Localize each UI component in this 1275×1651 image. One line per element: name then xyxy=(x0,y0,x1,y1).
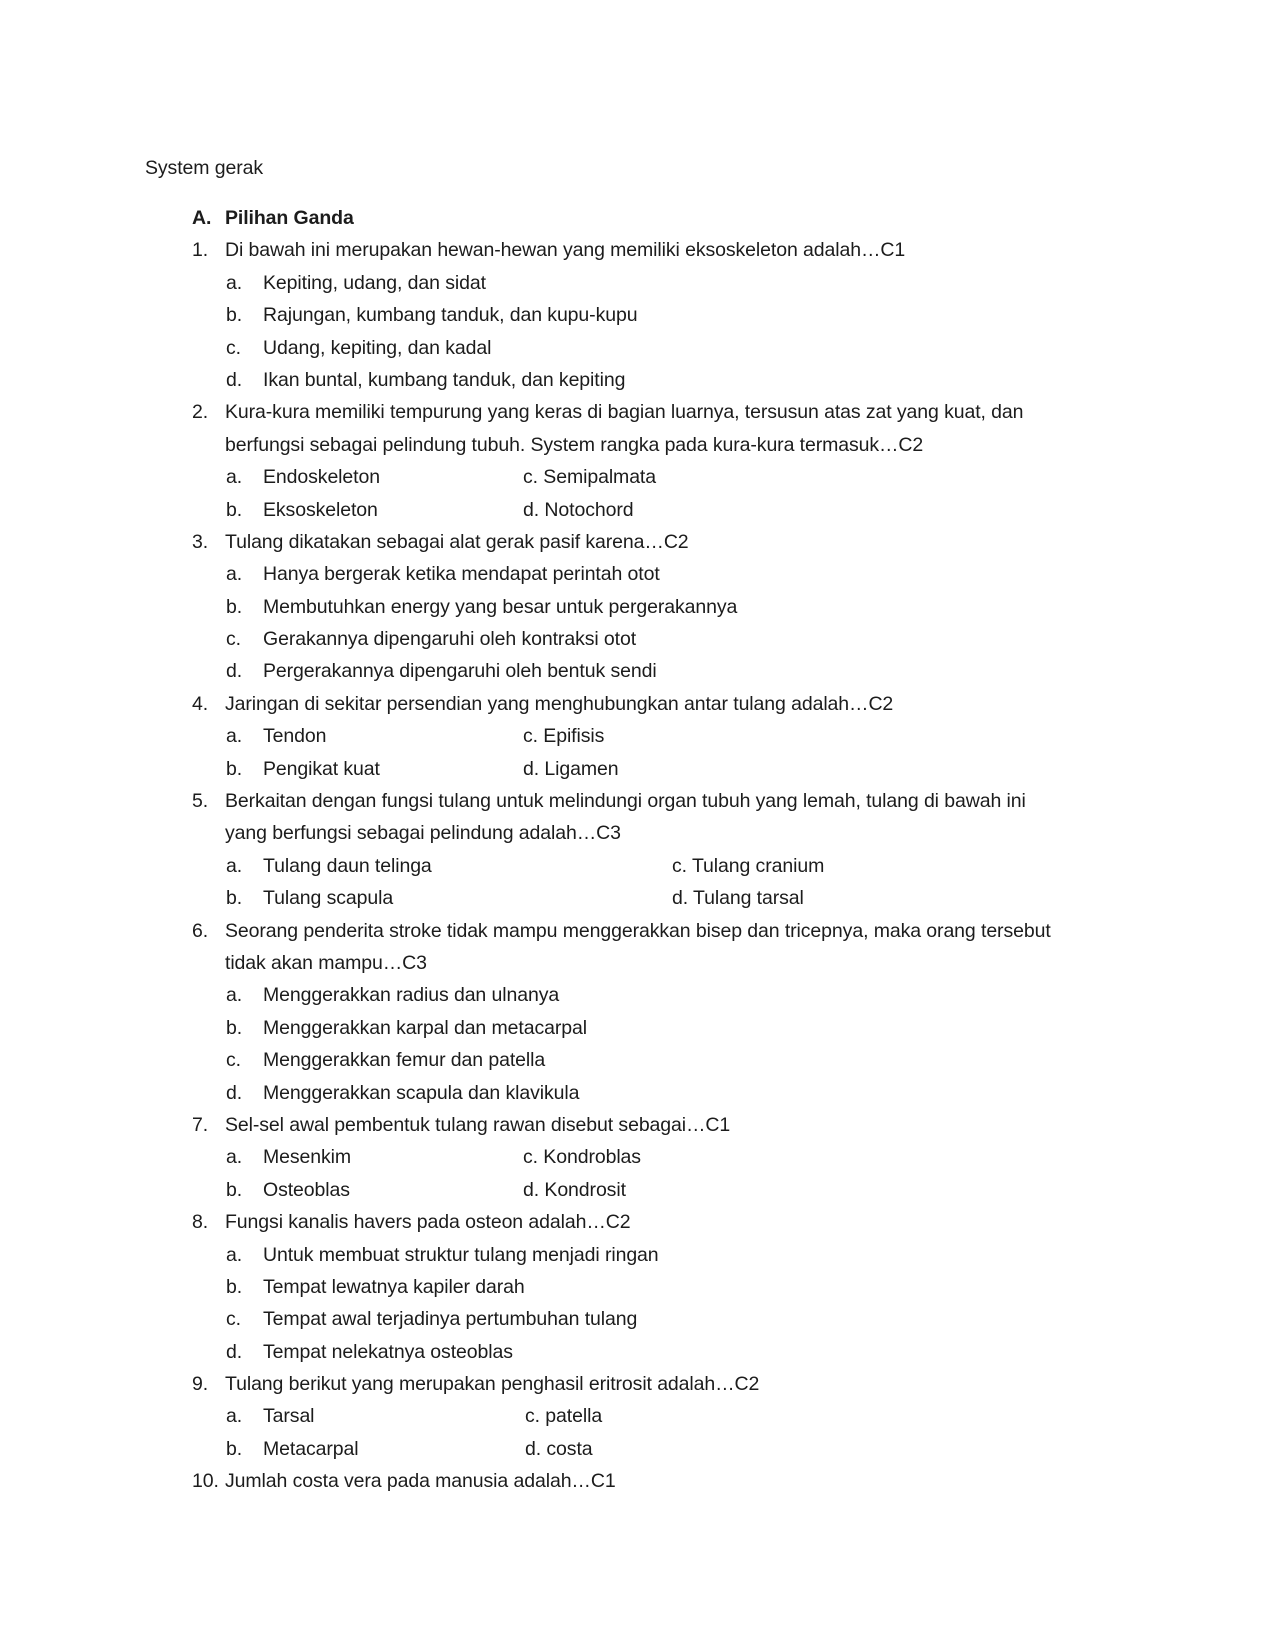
option-letter: c. xyxy=(672,854,687,877)
option-row xyxy=(0,558,1275,590)
option-letter: a. xyxy=(226,854,243,877)
question-row xyxy=(0,396,1275,428)
option-row xyxy=(0,1141,1275,1173)
option-letter: a. xyxy=(226,271,243,294)
option-row xyxy=(0,655,1275,687)
option-letter: a. xyxy=(226,1146,243,1169)
option-col2 xyxy=(525,1400,602,1432)
option-letter: d. xyxy=(525,1437,542,1460)
option-text: Tempat awal terjadinya pertumbuhan tulang xyxy=(263,1308,638,1331)
question-row xyxy=(0,1368,1275,1400)
option-row xyxy=(0,591,1275,623)
question-row xyxy=(0,1206,1275,1238)
question-row xyxy=(0,915,1275,947)
question-number: 2. xyxy=(192,401,209,424)
option-letter: b. xyxy=(226,304,243,327)
option-row xyxy=(0,623,1275,655)
option-letter: c. xyxy=(523,725,538,748)
question-text: berfungsi sebagai pelindung tubuh. System rangka pada kura-kura termasuk…C2 xyxy=(225,433,924,456)
option-text: Tulang scapula xyxy=(263,887,394,910)
option-text: Hanya bergerak ketika mendapat perintah otot xyxy=(263,563,660,586)
option-letter: b. xyxy=(226,498,243,521)
option-letter: b. xyxy=(226,595,243,618)
question-number: 7. xyxy=(192,1113,209,1136)
option-text: Membutuhkan energy yang besar untuk pergerakannya xyxy=(263,595,738,618)
option-text: Osteoblas xyxy=(263,1178,350,1201)
option-text: Tempat lewatnya kapiler darah xyxy=(263,1275,525,1298)
option-row xyxy=(0,1400,1275,1432)
option-text: Untuk membuat struktur tulang menjadi ringan xyxy=(263,1243,659,1266)
question-row xyxy=(0,1465,1275,1497)
option-row xyxy=(0,494,1275,526)
option-letter: d. xyxy=(226,1340,243,1363)
option-text: Pengikat kuat xyxy=(263,757,380,780)
question-number: 10. xyxy=(192,1470,219,1493)
option-letter: d. xyxy=(523,757,540,780)
option-letter: d. xyxy=(226,368,243,391)
question-text: yang berfungsi sebagai pelindung adalah…C3 xyxy=(225,822,621,845)
question-number: 3. xyxy=(192,530,209,553)
option-text: Eksoskeleton xyxy=(263,498,378,521)
option-row xyxy=(0,882,1275,914)
option-row xyxy=(0,364,1275,396)
option-letter: c. xyxy=(523,466,538,489)
option-row xyxy=(0,1012,1275,1044)
option-text: Tulang tarsal xyxy=(693,887,804,910)
section-label: A. xyxy=(192,207,212,229)
question-text: Kura-kura memiliki tempurung yang keras di bagian luarnya, tersusun atas zat yang kuat, dan xyxy=(225,401,1024,424)
option-text: Pergerakannya dipengaruhi oleh bentuk sendi xyxy=(263,660,657,683)
option-letter: b. xyxy=(226,1178,243,1201)
option-text: Menggerakkan scapula dan klavikula xyxy=(263,1081,580,1104)
option-text: Kepiting, udang, dan sidat xyxy=(263,271,486,294)
option-letter: d. xyxy=(226,660,243,683)
question-number: 1. xyxy=(192,239,209,262)
question-row xyxy=(0,234,1275,266)
option-letter: b. xyxy=(226,887,243,910)
option-text: Semipalmata xyxy=(543,466,656,489)
question-list xyxy=(0,202,1275,1498)
question-number: 6. xyxy=(192,919,209,942)
option-text: Epifisis xyxy=(543,725,605,748)
option-text: Ligamen xyxy=(544,757,619,780)
option-row xyxy=(0,299,1275,331)
option-letter: d. xyxy=(226,1081,243,1104)
option-text: costa xyxy=(546,1437,593,1460)
option-row xyxy=(0,1044,1275,1076)
question-row xyxy=(0,526,1275,558)
question-number: 4. xyxy=(192,692,209,715)
option-letter: c. xyxy=(226,336,241,359)
option-text: Udang, kepiting, dan kadal xyxy=(263,336,492,359)
question-row xyxy=(0,947,1275,979)
option-text: Tulang cranium xyxy=(691,854,825,877)
question-row xyxy=(0,688,1275,720)
option-text: Metacarpal xyxy=(263,1437,359,1460)
option-row xyxy=(0,461,1275,493)
option-letter: c. xyxy=(226,628,241,651)
option-letter: a. xyxy=(226,984,243,1007)
option-col2 xyxy=(672,850,824,882)
option-col2 xyxy=(523,720,604,752)
option-text: Menggerakkan femur dan patella xyxy=(263,1049,546,1072)
option-letter: c. xyxy=(226,1308,241,1331)
option-letter: b. xyxy=(226,1437,243,1460)
option-text: Mesenkim xyxy=(263,1146,352,1169)
question-row xyxy=(0,1109,1275,1141)
question-text: Sel-sel awal pembentuk tulang rawan disebut sebagai…C1 xyxy=(225,1113,731,1136)
option-row xyxy=(0,979,1275,1011)
option-text: Ikan buntal, kumbang tanduk, dan kepiting xyxy=(263,368,626,391)
option-text: Tarsal xyxy=(263,1405,315,1428)
question-number: 9. xyxy=(192,1373,209,1396)
question-text: Di bawah ini merupakan hewan-hewan yang memiliki eksoskeleton adalah…C1 xyxy=(225,239,906,262)
section-heading: Pilihan Ganda xyxy=(225,207,354,229)
option-letter: d. xyxy=(672,887,689,910)
option-letter: c. xyxy=(226,1049,241,1072)
document-title: System gerak xyxy=(145,157,264,179)
option-row xyxy=(0,1077,1275,1109)
option-text: Tulang daun telinga xyxy=(263,854,432,877)
question-text: Jumlah costa vera pada manusia adalah…C1 xyxy=(225,1470,616,1493)
option-col2 xyxy=(523,1141,641,1173)
question-number: 5. xyxy=(192,790,209,813)
option-row xyxy=(0,267,1275,299)
option-text: Menggerakkan karpal dan metacarpal xyxy=(263,1016,587,1039)
option-text: Tendon xyxy=(263,725,327,748)
question-row xyxy=(0,817,1275,849)
option-col2 xyxy=(523,494,633,526)
option-text: Menggerakkan radius dan ulnanya xyxy=(263,984,560,1007)
question-row xyxy=(0,429,1275,461)
question-text: Tulang berikut yang merupakan penghasil eritrosit adalah…C2 xyxy=(225,1373,760,1396)
option-letter: a. xyxy=(226,1243,243,1266)
option-col2 xyxy=(672,882,804,914)
option-row xyxy=(0,1433,1275,1465)
question-row xyxy=(0,785,1275,817)
option-col2 xyxy=(523,1174,626,1206)
question-text: tidak akan mampu…C3 xyxy=(225,951,427,974)
section-heading-row xyxy=(0,202,1275,234)
option-letter: a. xyxy=(226,466,243,489)
option-row xyxy=(0,720,1275,752)
option-letter: b. xyxy=(226,1016,243,1039)
option-letter: c. xyxy=(523,1146,538,1169)
question-text: Tulang dikatakan sebagai alat gerak pasif karena…C2 xyxy=(225,530,689,553)
option-letter: c. xyxy=(525,1405,540,1428)
question-text: Fungsi kanalis havers pada osteon adalah…C2 xyxy=(225,1211,631,1234)
option-text: Tempat nelekatnya osteoblas xyxy=(263,1340,513,1363)
question-number: 8. xyxy=(192,1211,209,1234)
option-row xyxy=(0,1174,1275,1206)
option-row xyxy=(0,332,1275,364)
option-letter: d. xyxy=(523,498,540,521)
option-col2 xyxy=(523,753,619,785)
option-text: Kondrosit xyxy=(544,1178,626,1201)
question-text: Jaringan di sekitar persendian yang menghubungkan antar tulang adalah…C2 xyxy=(225,692,894,715)
question-text: Seorang penderita stroke tidak mampu menggerakkan bisep dan tricepnya, maka orang tersebut xyxy=(225,919,1051,942)
option-row xyxy=(0,1239,1275,1271)
option-letter: a. xyxy=(226,725,243,748)
option-letter: d. xyxy=(523,1178,540,1201)
option-row xyxy=(0,1303,1275,1335)
option-letter: b. xyxy=(226,1275,243,1298)
option-col2 xyxy=(525,1433,593,1465)
option-col2 xyxy=(523,461,656,493)
option-text: Rajungan, kumbang tanduk, dan kupu-kupu xyxy=(263,304,638,327)
option-text: Gerakannya dipengaruhi oleh kontraksi otot xyxy=(263,628,637,651)
option-letter: a. xyxy=(226,563,243,586)
option-text: patella xyxy=(545,1405,603,1428)
option-row xyxy=(0,1336,1275,1368)
option-text: Endoskeleton xyxy=(263,466,380,489)
question-text: Berkaitan dengan fungsi tulang untuk melindungi organ tubuh yang lemah, tulang di bawah ini xyxy=(225,790,1026,813)
option-letter: a. xyxy=(226,1405,243,1428)
option-text: Kondroblas xyxy=(543,1146,641,1169)
option-letter: b. xyxy=(226,757,243,780)
option-row xyxy=(0,850,1275,882)
option-row xyxy=(0,1271,1275,1303)
option-row xyxy=(0,753,1275,785)
option-text: Notochord xyxy=(544,498,634,521)
